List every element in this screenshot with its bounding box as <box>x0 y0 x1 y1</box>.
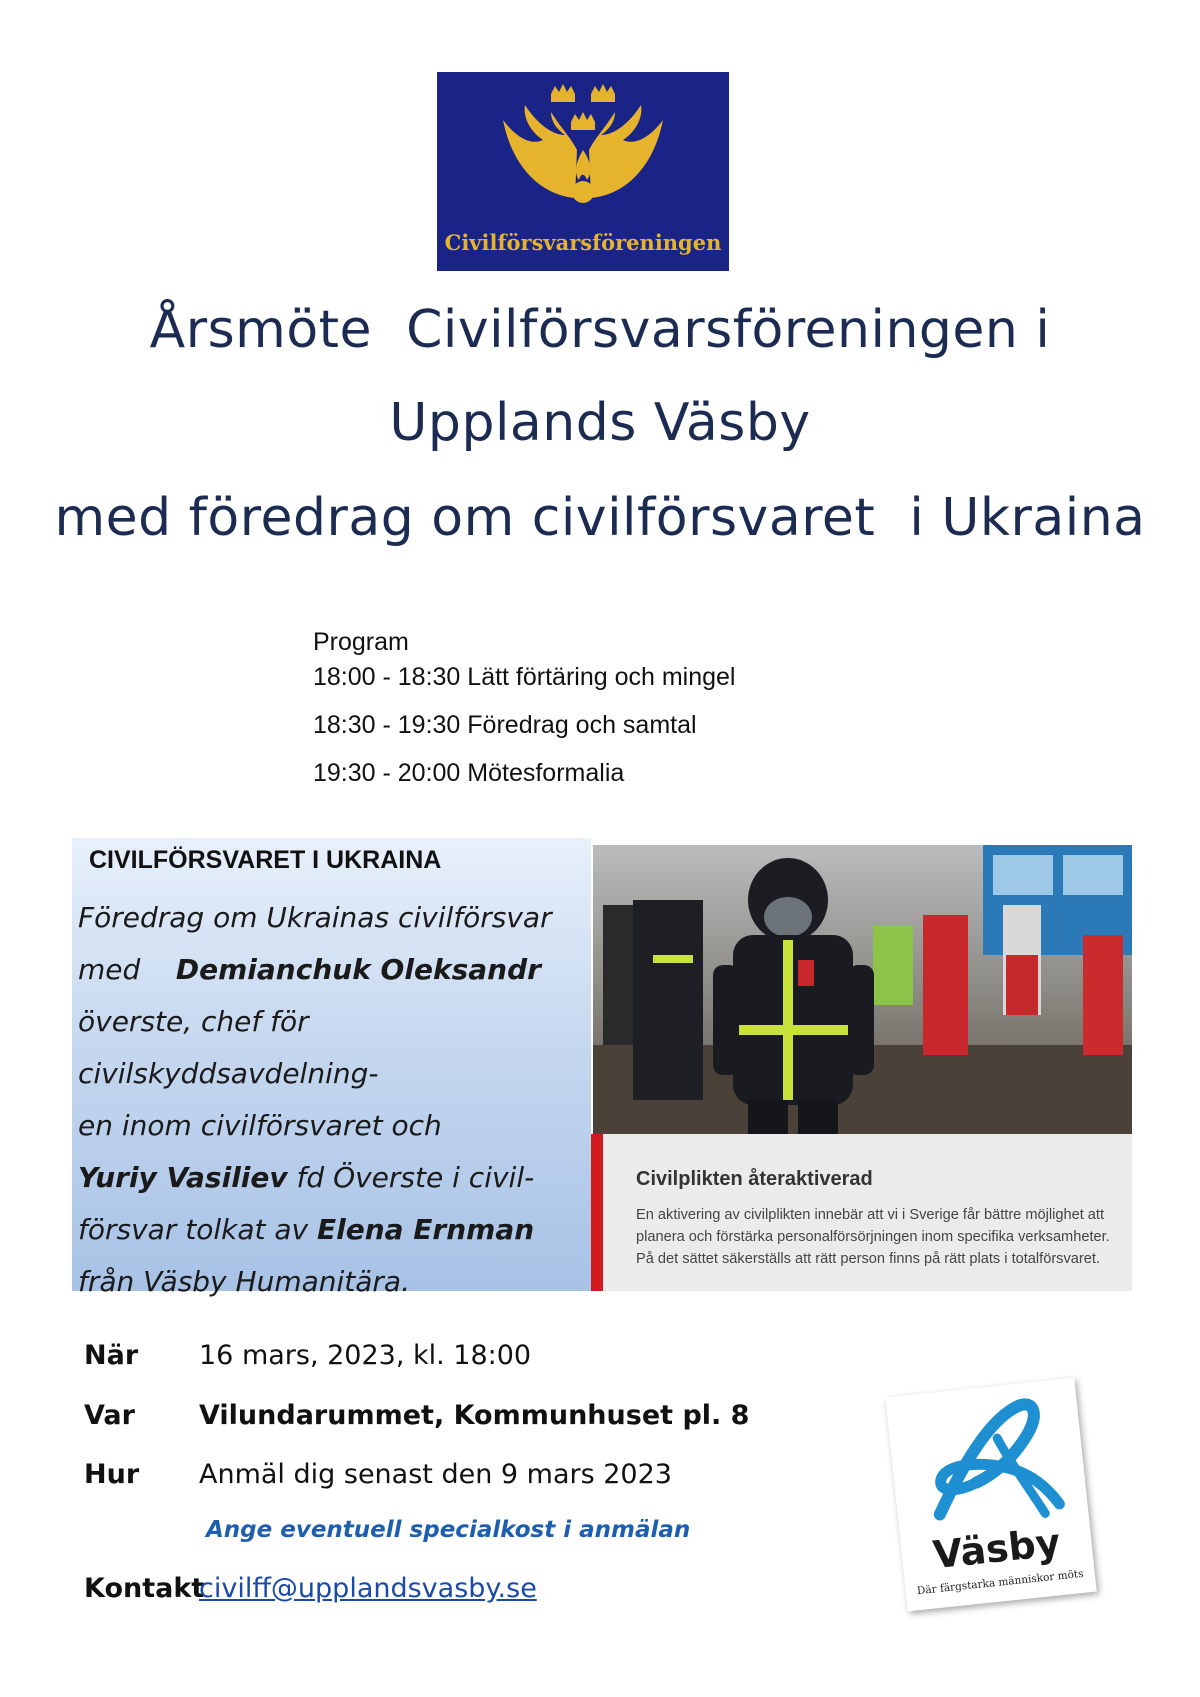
dietary-note: Ange eventuell specialkost i anmälan <box>206 1517 691 1543</box>
contact-label: Kontakt <box>84 1573 205 1604</box>
panel-line <box>78 1204 588 1256</box>
panel-line <box>78 1152 588 1204</box>
title-line-1: Årsmöte Civilförsvarsföreningen i <box>149 300 1051 360</box>
crowns-wings-flame-icon <box>483 80 683 230</box>
speaker-name: Demianchuk Oleksandr <box>175 953 541 986</box>
lecture-description-panel <box>72 838 591 1298</box>
panel-text: försvar tolkat av <box>78 1213 317 1246</box>
when-value: 16 mars, 2023, kl. 18:00 <box>199 1340 532 1371</box>
vasby-tagline: Där färgstarka människor möts <box>916 1567 1085 1598</box>
panel-line: en inom civilförsvaret och <box>78 1109 442 1142</box>
where-label: Var <box>84 1400 135 1431</box>
where-value: Vilundarummet, Kommunhuset pl. 8 <box>199 1400 750 1431</box>
firefighters-photo <box>593 845 1132 1134</box>
civilplikt-info-box <box>591 1134 1132 1291</box>
association-logo <box>437 72 729 271</box>
interpreter-name: Elena Ernman <box>317 1213 535 1246</box>
panel-line: överste, chef för civilskyddsavdelning- <box>78 1005 379 1090</box>
panel-text: fd Överste i civil- <box>287 1161 535 1194</box>
accent-bar <box>591 1134 603 1291</box>
logo-text: Civilförsvarsföreningen <box>444 230 722 255</box>
panel-body <box>78 892 588 1308</box>
program-section <box>313 628 736 807</box>
info-heading: Civilplikten återaktiverad <box>636 1168 873 1190</box>
program-heading: Program <box>313 628 409 656</box>
panel-line <box>78 944 588 996</box>
program-row: 19:30 - 20:00 Mötesformalia <box>313 759 625 787</box>
program-row: 18:30 - 19:30 Föredrag och samtal <box>313 711 697 739</box>
how-label: Hur <box>84 1459 140 1490</box>
vasby-name: Väsby <box>930 1520 1063 1578</box>
panel-line: från Väsby Humanitära. <box>78 1265 410 1298</box>
contact-email-link[interactable]: civilff@upplandsvasby.se <box>199 1573 537 1604</box>
how-value: Anmäl dig senast den 9 mars 2023 <box>199 1459 672 1490</box>
title-line-2: Upplands Väsby <box>389 393 811 453</box>
panel-line: Föredrag om Ukrainas civilförsvar <box>78 901 552 934</box>
info-body: En aktivering av civilplikten innebär att vi i Sverige får bättre möjlighet att planera och förstärka personalförsörjningen inom specifika verksamheter. På det sättet säkerställs att rätt person finns på rätt plats i totalförsvaret. <box>636 1207 1110 1267</box>
panel-caption: CIVILFÖRSVARET I UKRAINA <box>89 846 442 874</box>
blue-ribbon-icon <box>908 1391 1071 1536</box>
program-row: 18:00 - 18:30 Lätt förtäring och mingel <box>313 663 736 691</box>
vasby-logo <box>885 1378 1096 1612</box>
speaker-name: Yuriy Vasiliev <box>78 1161 288 1194</box>
title-line-3: med föredrag om civilförsvaret i Ukraina <box>54 488 1146 548</box>
panel-text: med <box>78 953 141 986</box>
when-label: När <box>84 1340 139 1371</box>
